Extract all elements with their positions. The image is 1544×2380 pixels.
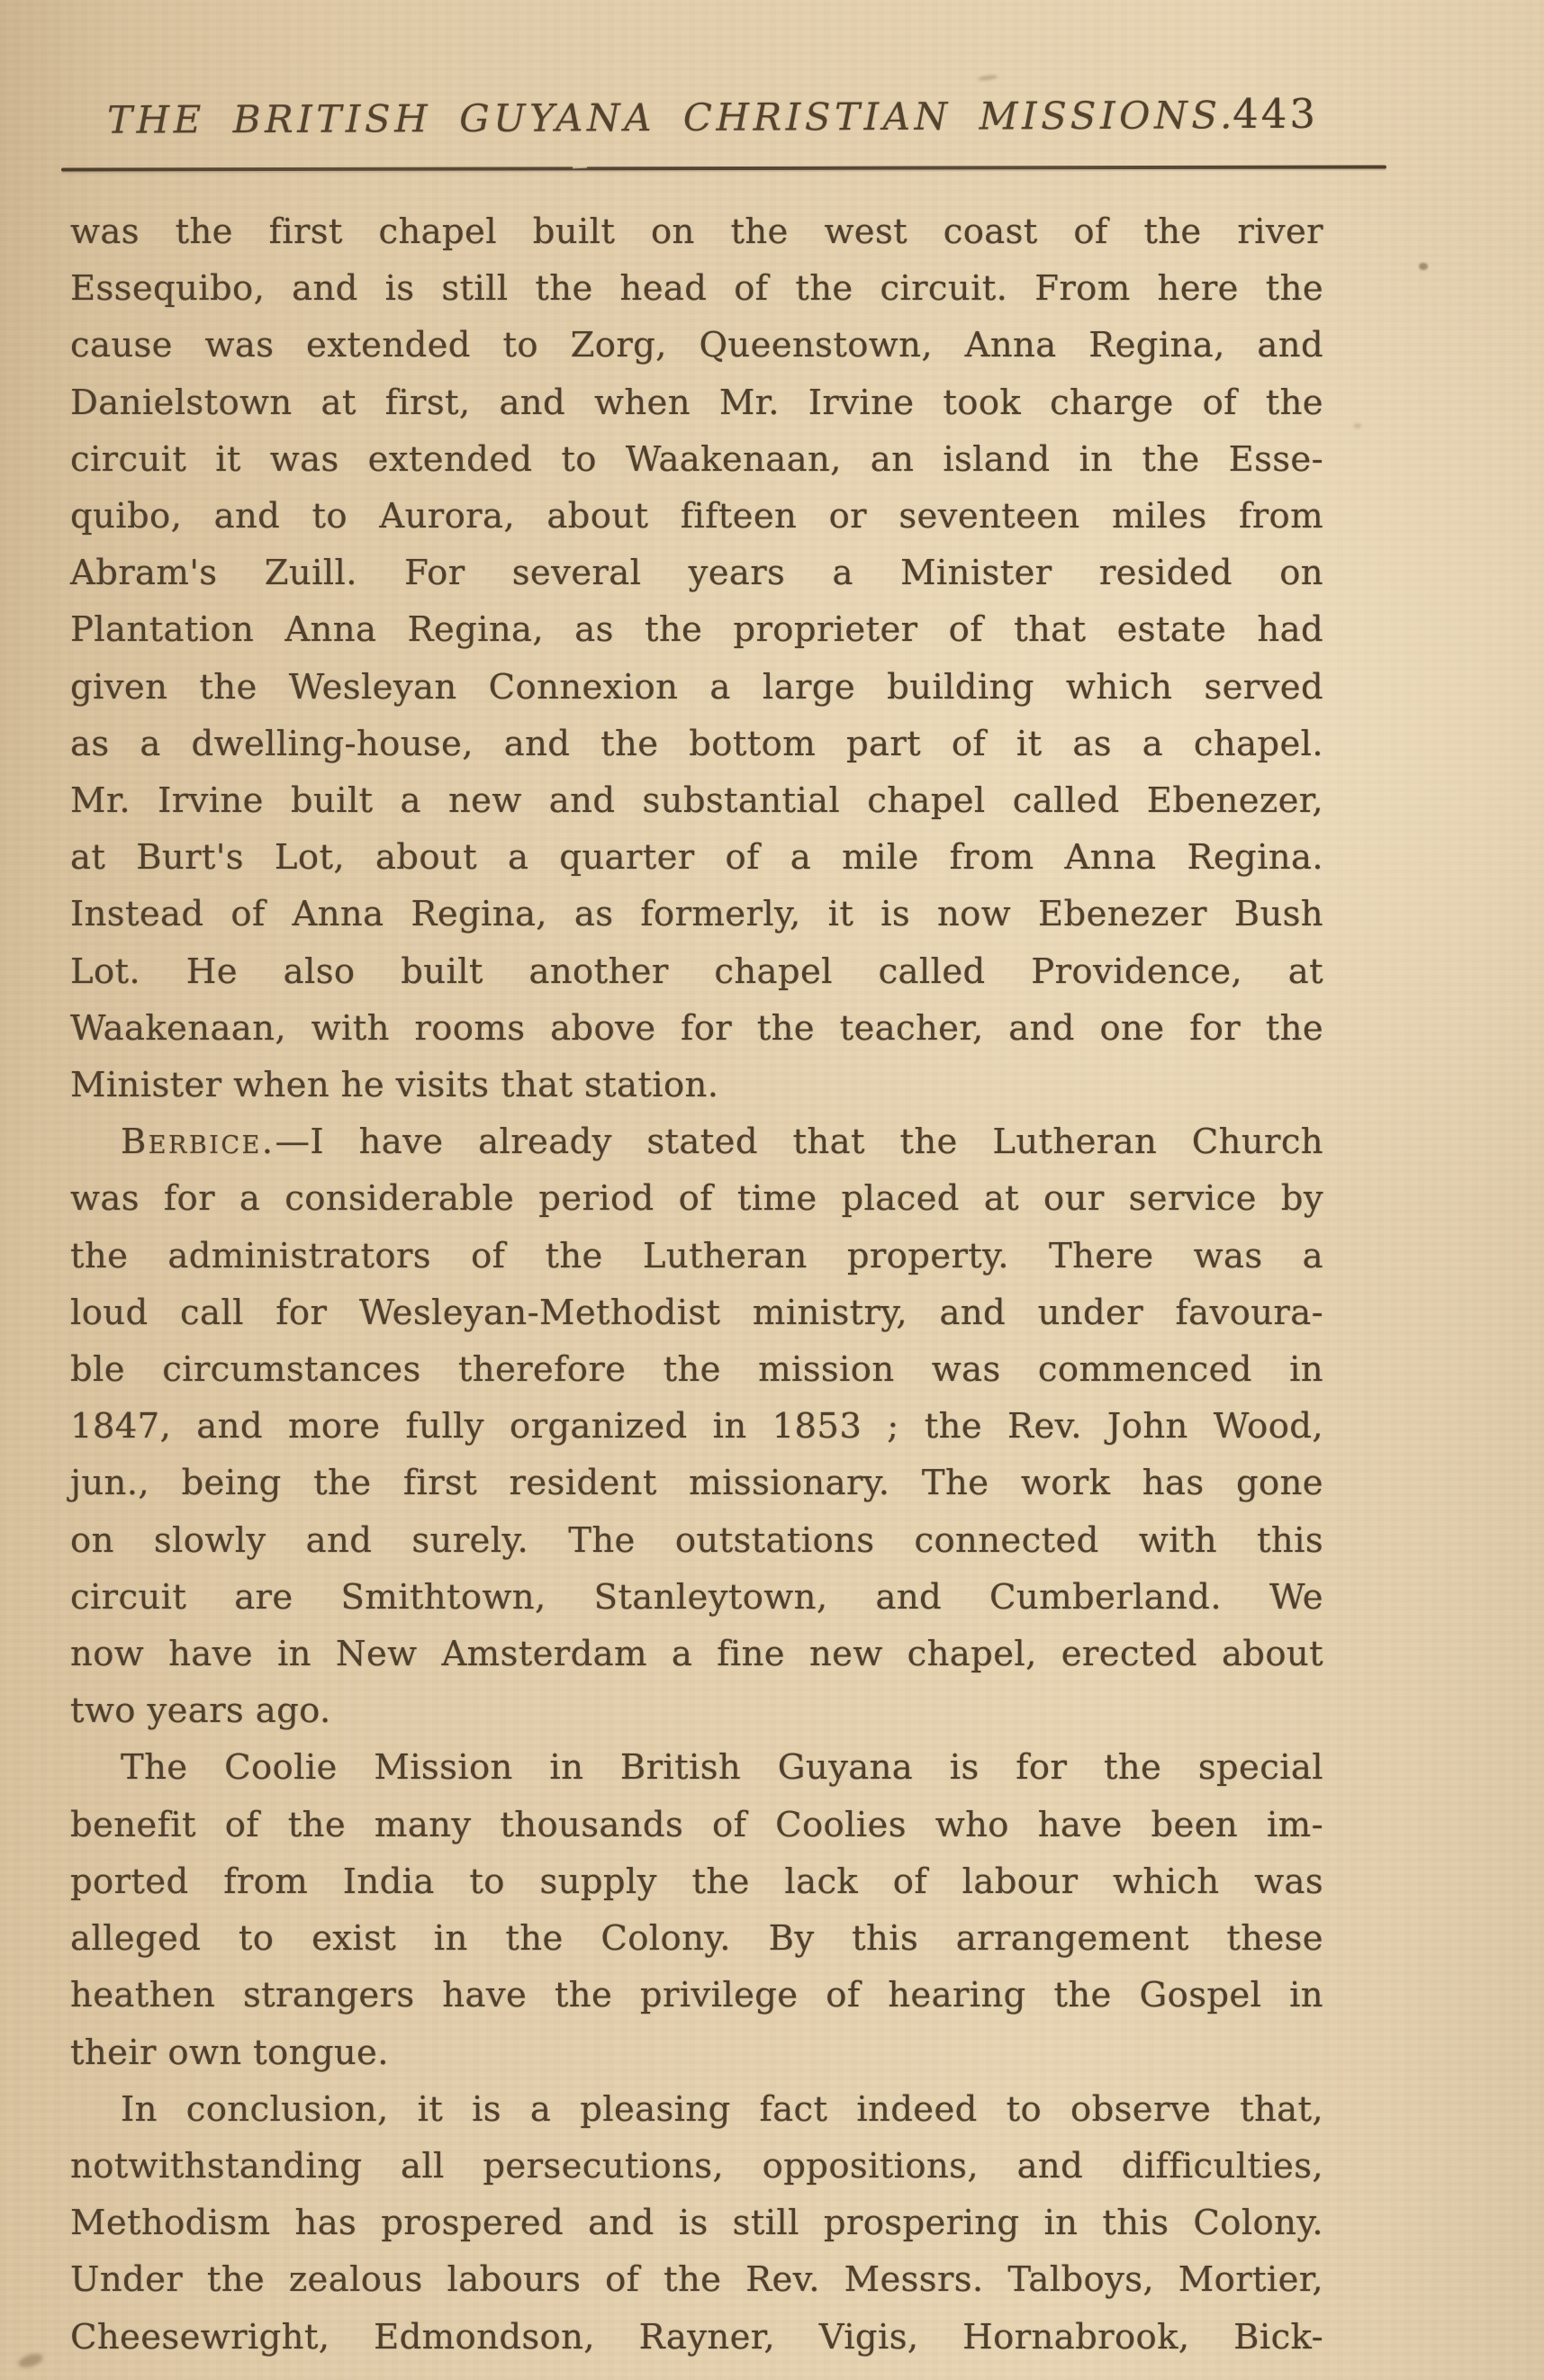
text-line: Plantation Anna Regina, as the proprieter of that estate had <box>70 609 1323 651</box>
text-line: notwithstanding all persecutions, oppositions, and difficulties, <box>70 2145 1323 2186</box>
page-title: THE BRITISH GUYANA CHRISTIAN MISSIONS. <box>107 93 1237 142</box>
text-line: the administrators of the Lutheran property. There was a <box>70 1235 1323 1276</box>
text-line: two years ago. <box>70 1690 331 1732</box>
text-line: quibo, and to Aurora, about fifteen or seventeen miles from <box>70 496 1323 537</box>
page-body <box>70 203 1323 2366</box>
text-line: as a dwelling-house, and the bottom part of it as a chapel. <box>70 723 1323 764</box>
text-line: Minister when he visits that station. <box>70 1065 719 1106</box>
text-line: Danielstown at first, and when Mr. Irvine took charge of the <box>70 382 1323 423</box>
text-line: at Burt's Lot, about a quarter of a mile from Anna Regina. <box>70 837 1323 879</box>
text-line: Cheesewright, Edmondson, Rayner, Vigis, Hornabrook, Bick- <box>70 2316 1323 2357</box>
text-line: cause was extended to Zorg, Queenstown, Anna Regina, and <box>70 325 1323 366</box>
text-line: circuit it was extended to Waakenaan, an island in the Esse- <box>70 438 1323 480</box>
header-rule-nick <box>573 165 587 169</box>
text-line: Methodism has prospered and is still prospering in this Colony. <box>70 2203 1323 2244</box>
text-line: now have in New Amsterdam a fine new chapel, erected about <box>70 1634 1323 1675</box>
text-line: was for a considerable period of time placed at our service by <box>70 1178 1323 1220</box>
text-line: Waakenaan, with rooms above for the teacher, and one for the <box>70 1007 1323 1049</box>
text-line: ble circumstances therefore the mission was commenced in <box>70 1349 1323 1391</box>
scan-speck <box>1419 263 1428 270</box>
text-line: their own tongue. <box>70 2032 389 2073</box>
text-line: Berbice.—I have already stated that the Lutheran Church <box>121 1122 1323 1163</box>
text-line: Mr. Irvine built a new and substantial chapel called Ebenezer, <box>70 780 1323 822</box>
scan-speck <box>17 2351 45 2370</box>
text-line: Under the zealous labours of the Rev. Messrs. Talboys, Mortier, <box>70 2259 1323 2301</box>
text-line: Lot. He also built another chapel called Providence, at <box>70 951 1323 992</box>
scan-speck <box>978 74 998 81</box>
smallcaps-word: Berbice. <box>121 1122 275 1163</box>
text-line: benefit of the many thousands of Coolies who have been im- <box>70 1804 1323 1845</box>
text-line: jun., being the first resident missionary. The work has gone <box>70 1463 1323 1504</box>
page-number: 443 <box>1232 90 1318 138</box>
text-line: Abram's Zuill. For several years a Minister resided on <box>70 553 1323 594</box>
text-line: was the first chapel built on the west coast of the river <box>70 212 1323 252</box>
text-line: on slowly and surely. The outstations connected with this <box>70 1519 1323 1561</box>
header-rule <box>61 165 1386 171</box>
text-line: circuit are Smithtown, Stanleytown, and Cumberland. We <box>70 1576 1323 1618</box>
scan-speck <box>1354 423 1361 428</box>
text-line: loud call for Wesleyan-Methodist ministry, and under favoura- <box>70 1292 1323 1333</box>
text-line: The Coolie Mission in British Guyana is for the special <box>121 1747 1323 1789</box>
text-line: ported from India to supply the lack of labour which was <box>70 1861 1323 1902</box>
text-line: Instead of Anna Regina, as formerly, it is now Ebenezer Bush <box>70 894 1323 935</box>
text-line: given the Wesleyan Connexion a large building which served <box>70 666 1323 708</box>
text-line: 1847, and more fully organized in 1853 ; the Rev. John Wood, <box>70 1406 1323 1447</box>
text-line: heathen strangers have the privilege of hearing the Gospel in <box>70 1975 1323 2016</box>
text-line: In conclusion, it is a pleasing fact indeed to observe that, <box>121 2088 1323 2130</box>
text-line: Essequibo, and is still the head of the circuit. From here the <box>70 268 1323 310</box>
running-head <box>70 90 1323 153</box>
text-line: alleged to exist in the Colony. By this arrangement these <box>70 1918 1323 1960</box>
